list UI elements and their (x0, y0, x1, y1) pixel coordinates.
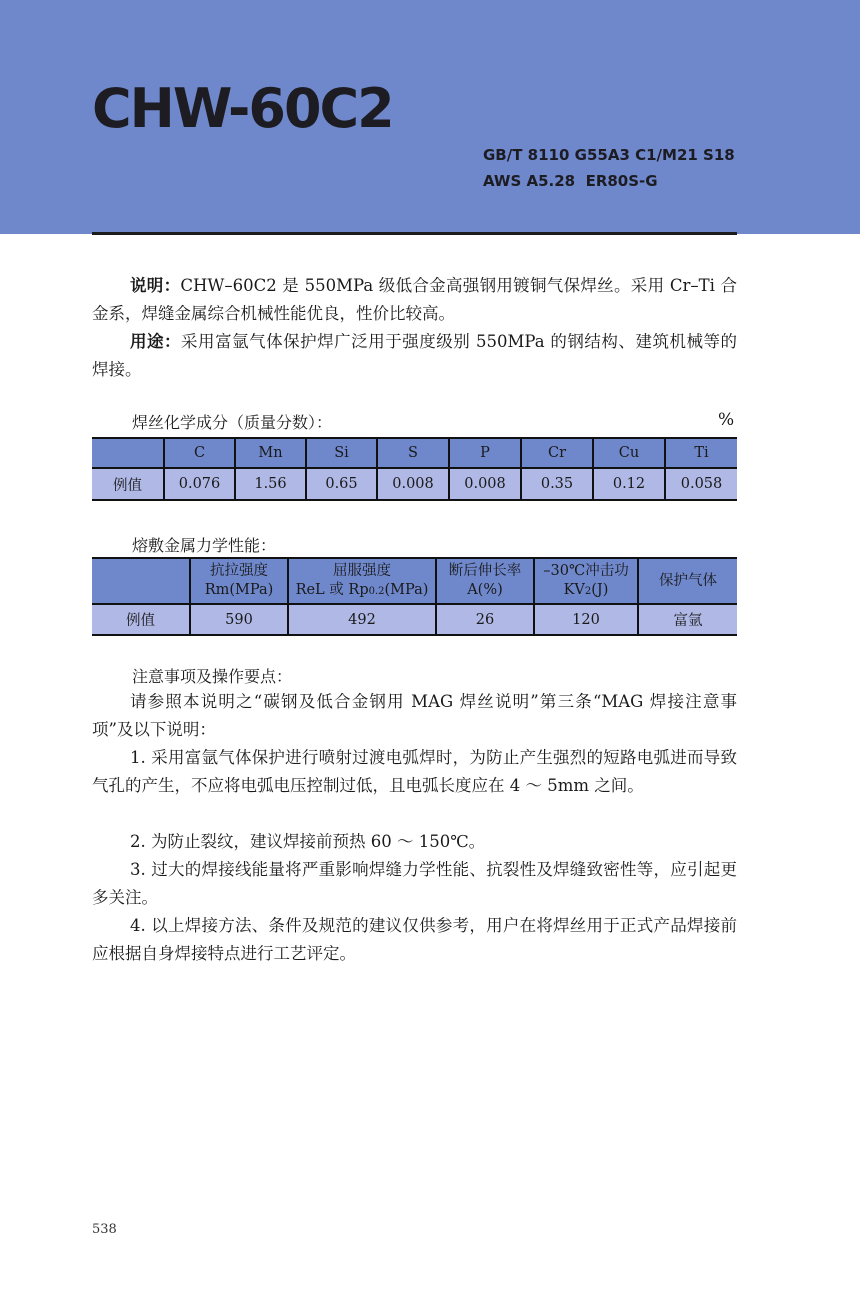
header-divider (92, 232, 737, 235)
notes-heading: 注意事项及操作要点： (132, 667, 293, 686)
header-text: KV (563, 581, 585, 598)
usage-paragraph (92, 328, 737, 384)
table-header-cell (92, 438, 164, 468)
table-header-cell: Ti (665, 438, 737, 468)
table-cell: 0.076 (164, 468, 235, 500)
header-line (289, 581, 435, 601)
header-line: –30℃冲击功 (543, 562, 629, 579)
table-header-cell (436, 558, 534, 604)
table-cell: 0.12 (593, 468, 665, 500)
table-cell: 例值 (92, 604, 190, 635)
table-cell: 0.008 (377, 468, 449, 500)
notes-intro: 请参照本说明之“碳钢及低合金钢用 MAG 焊丝说明”第三条“MAG 焊接注意事项”及以下说明： (92, 692, 737, 739)
chemical-heading: 焊丝化学成分（质量分数）： (132, 413, 333, 432)
table-header-cell: P (449, 438, 521, 468)
chemical-composition-table (92, 437, 737, 501)
page-number: 538 (92, 1222, 117, 1237)
usage-label: 用途： (130, 332, 182, 351)
table-header-cell: Si (306, 438, 377, 468)
table-header-cell: C (164, 438, 235, 468)
chemical-unit: % (718, 410, 735, 430)
note-item: 4. 以上焊接方法、条件及规范的建议仅供参考，用户在将焊丝用于正式产品焊接前应根据自身焊接特点进行工艺评定。 (92, 916, 737, 963)
table-cell: 例值 (92, 468, 164, 500)
table-header-cell: Mn (235, 438, 306, 468)
mechanical-heading: 熔敷金属力学性能： (132, 536, 277, 555)
mechanical-properties-table (92, 557, 737, 636)
table-cell: 0.058 (665, 468, 737, 500)
table-cell: 富氩 (638, 604, 737, 635)
usage-text: 采用富氩气体保护焊广泛用于强度级别 550MPa 的钢结构、建筑机械等的焊接。 (92, 332, 738, 379)
table-header-cell: S (377, 438, 449, 468)
header-line: A(%) (467, 582, 503, 598)
note-item: 1. 采用富氩气体保护进行喷射过渡电弧焊时，为防止产生强烈的短路电弧进而导致气孔的产生，不应将电弧电压控制过低，且电弧长度应在 4 ～ 5mm 之间。 (92, 748, 737, 795)
standard-aws: AWS A5.28 ER80S-G (483, 172, 658, 190)
header-subscript: 2 (584, 585, 592, 597)
product-title: CHW-60C2 (92, 77, 393, 140)
table-header-cell: Cr (521, 438, 593, 468)
table-cell: 0.008 (449, 468, 521, 500)
table-header-cell (92, 558, 190, 604)
header-line: 抗拉强度 (210, 563, 268, 579)
header-subscript: 0.2 (368, 585, 385, 597)
standard-gb: GB/T 8110 G55A3 C1/M21 S18 (483, 146, 735, 164)
header-line (535, 581, 637, 601)
table-cell: 26 (436, 604, 534, 635)
table-header-cell (288, 558, 436, 604)
header-text: ReL 或 Rp (295, 581, 369, 598)
description-text: CHW–60C2 是 550MPa 级低合金高强钢用镀铜气保焊丝。采用 Cr–Ti 合金系，焊缝金属综合机械性能优良，性价比较高。 (92, 276, 738, 323)
table-cell: 120 (534, 604, 638, 635)
note-item: 2. 为防止裂纹，建议焊接前预热 60 ～ 150℃。 (130, 832, 486, 851)
table-cell: 0.35 (521, 468, 593, 500)
table-header-row (92, 558, 737, 604)
header-text: (J) (591, 581, 609, 598)
table-cell: 492 (288, 604, 436, 635)
table-cell: 590 (190, 604, 288, 635)
table-row (92, 604, 737, 635)
description-label: 说明： (130, 276, 181, 295)
header-line: 断后伸长率 (448, 563, 522, 579)
table-header-cell: 保护气体 (638, 558, 737, 604)
table-row (92, 468, 737, 500)
header-text: (MPa) (384, 581, 429, 598)
table-header-cell (190, 558, 288, 604)
table-header-cell (534, 558, 638, 604)
header-line: Rm(MPa) (204, 582, 274, 598)
note-item: 3. 过大的焊接线能量将严重影响焊缝力学性能、抗裂性及焊缝致密性等，应引起更多关注。 (92, 860, 737, 907)
table-cell: 1.56 (235, 468, 306, 500)
header-line: 屈服强度 (333, 562, 391, 579)
table-header-cell: Cu (593, 438, 665, 468)
table-cell: 0.65 (306, 468, 377, 500)
table-header-row (92, 438, 737, 468)
description-paragraph (92, 272, 737, 328)
